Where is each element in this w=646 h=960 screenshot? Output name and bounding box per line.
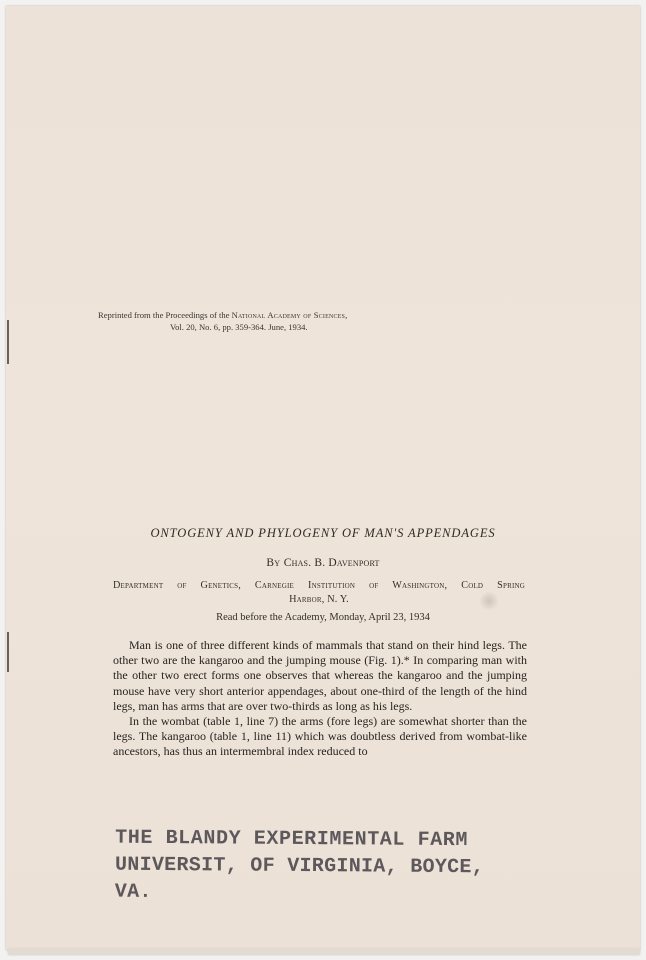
body-paragraph-2: In the wombat (table 1, line 7) the arms (fore legs) are somewhat shorter than the legs. The kangaroo (table 1, line 11) which was doubtless derived from wombat-like ancestors, has thus an intermembral index reduced to (113, 714, 527, 759)
read-before-note: Read before the Academy, Monday, April 23, 1934 (216, 612, 430, 623)
reprint-volume-line: Vol. 20, No. 6, pp. 359-364. June, 1934. (170, 322, 308, 332)
affiliation-line2: Harbor, N. Y. (289, 594, 349, 605)
reprint-notice (98, 309, 428, 333)
staple-top (7, 320, 9, 364)
stamp-line1: THE BLANDY EXPERIMENTAL FARM (115, 826, 469, 853)
article-title: ONTOGENY AND PHYLOGENY OF MAN'S APPENDAGES (150, 526, 496, 540)
article-byline (0, 557, 646, 569)
staple-bottom (7, 632, 9, 672)
page-edge (8, 948, 640, 954)
reprint-line1-prefix: Reprinted from the Proceedings of the (98, 310, 230, 320)
affiliation-line1: Department of Genetics, Carnegie Institution of Washington, Cold Spring (113, 580, 525, 591)
library-stamp (115, 825, 496, 909)
reprint-journal-name: National Academy of Sciences, (231, 310, 348, 320)
author-affiliation (113, 579, 525, 607)
stamp-line2: UNIVERSIT, OF VIRGINIA, BOYCE, VA. (114, 853, 485, 904)
article-body (113, 638, 527, 760)
author-name: Chas. B. Davenport (283, 557, 380, 569)
body-paragraph-1: Man is one of three different kinds of mammals that stand on their hind legs. The other two are the kangaroo and the jumping mouse (Fig. 1).* In comparing man with the other two erect forms one observes that whereas the kangaroo and the jumping mouse have very short anterior appendages, about one-third of the length of the hind legs, man has arms that are over two-thirds as long as his legs. (113, 638, 527, 713)
document-page (6, 6, 640, 950)
byline-prefix: By (266, 557, 281, 569)
